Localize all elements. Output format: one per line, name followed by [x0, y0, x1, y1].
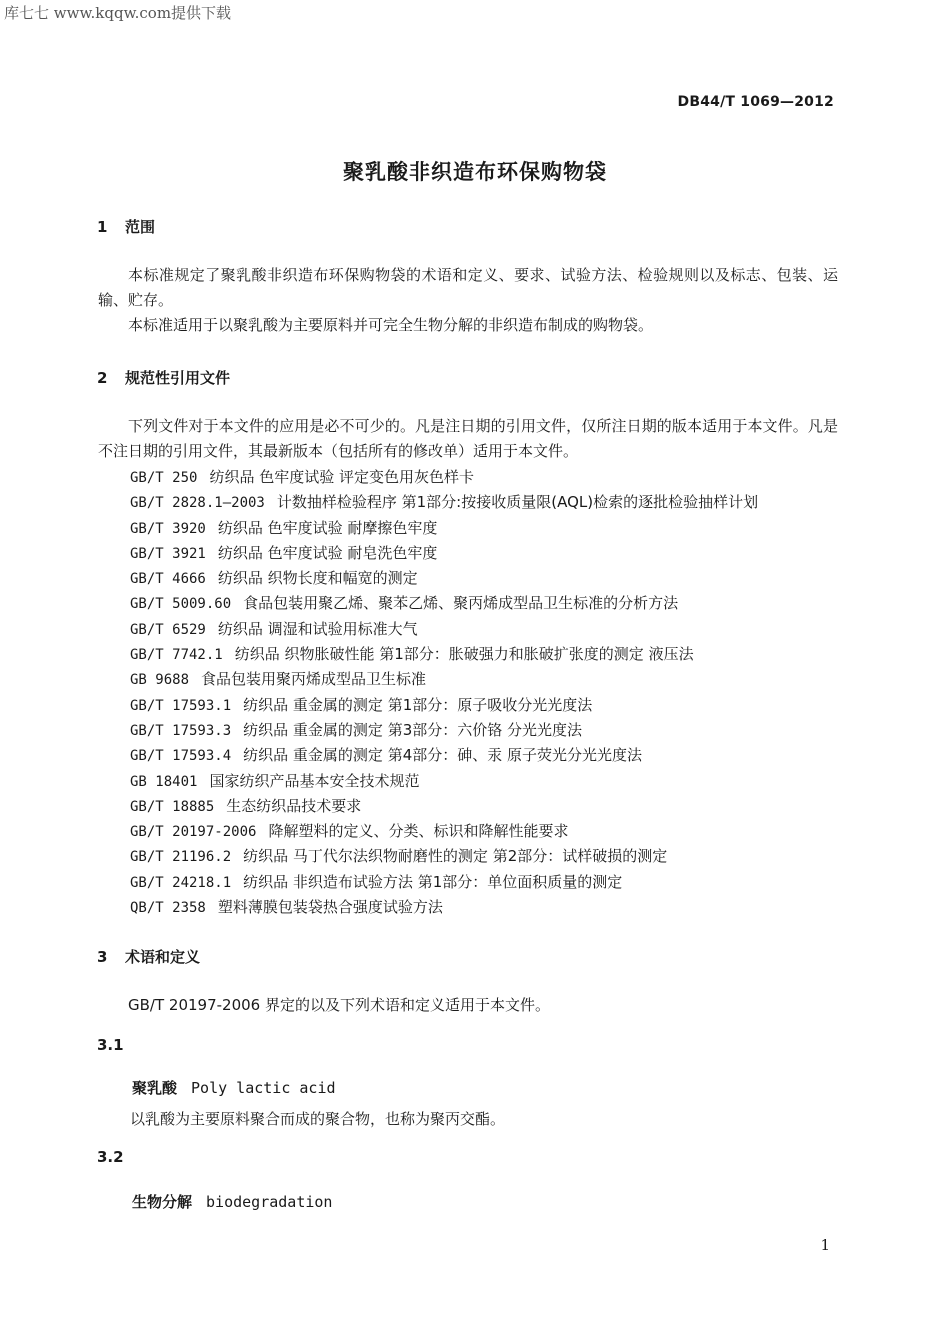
reference-code: GB/T 250 [130, 470, 198, 486]
reference-code: GB/T 7742.1 [130, 647, 223, 664]
reference-code: GB/T 6529 [130, 621, 206, 638]
reference-title: 纺织品 非织造布试验方法 第1部分：单位面积质量的测定 [243, 872, 623, 891]
term-english: Poly lactic acid [191, 1079, 336, 1097]
reference-code: GB/T 17593.1 [130, 697, 232, 714]
reference-code: GB/T 20197-2006 [130, 824, 257, 841]
list-item [130, 844, 758, 869]
reference-code: GB/T 3920 [130, 520, 206, 537]
reference-title: 降解塑料的定义、分类、标识和降解性能要求 [268, 822, 569, 841]
reference-code: GB/T 17593.4 [130, 748, 232, 765]
list-item [130, 819, 758, 844]
list-item [130, 591, 758, 616]
list-item [130, 465, 758, 490]
section-title: 术语和定义 [125, 948, 201, 966]
term-definition: 以乳酸为主要原料聚合而成的聚合物，也称为聚丙交酯。 [130, 1110, 506, 1128]
reference-title: 纺织品 重金属的测定 第3部分：六价铬 分光光度法 [243, 720, 583, 739]
list-item [130, 895, 758, 920]
list-item [130, 490, 758, 515]
section-title: 范围 [125, 218, 156, 236]
paragraph-scope-1: 本标准规定了聚乳酸非织造布环保购物袋的术语和定义、要求、试验方法、检验规则以及标志、包装、运输、贮存。 [98, 266, 838, 309]
section-number: 2 [97, 369, 108, 387]
term-chinese: 生物分解 [132, 1193, 193, 1211]
reference-title: 食品包装用聚丙烯成型品卫生标准 [201, 670, 427, 689]
list-item [130, 642, 758, 667]
reference-title: 国家纺织产品基本安全技术规范 [209, 771, 420, 790]
watermark-text: 库七七 www.kqqw.com提供下载 [4, 4, 232, 22]
page-number: 1 [820, 1236, 830, 1254]
reference-code: GB/T 2828.1—2003 [130, 495, 265, 512]
list-item [130, 743, 758, 768]
list-item [130, 541, 758, 566]
reference-title: 纺织品 马丁代尔法织物耐磨性的测定 第2部分：试样破损的测定 [243, 847, 668, 866]
reference-title: 纺织品 色牢度试验 耐皂洗色牢度 [217, 543, 438, 562]
section-heading-terms-definitions [97, 946, 200, 967]
reference-title: 食品包装用聚乙烯、聚苯乙烯、聚丙烯成型品卫生标准的分析方法 [243, 594, 679, 613]
reference-title: 纺织品 织物胀破性能 第1部分：胀破强力和胀破扩张度的测定 液压法 [234, 645, 694, 664]
reference-code: GB/T 5009.60 [130, 596, 232, 613]
term-chinese: 聚乳酸 [132, 1079, 178, 1097]
reference-code: GB/T 4666 [130, 571, 206, 588]
paragraph-terms-intro: GB/T 20197-2006 界定的以及下列术语和定义适用于本文件。 [128, 996, 550, 1014]
term-english: biodegradation [206, 1193, 333, 1211]
list-item [130, 769, 758, 794]
reference-code: GB/T 21196.2 [130, 849, 232, 866]
reference-code: GB/T 24218.1 [130, 874, 232, 891]
reference-title: 纺织品 调湿和试验用标准大气 [217, 619, 418, 638]
list-item [130, 617, 758, 642]
reference-code: QB/T 2358 [130, 900, 206, 917]
reference-title: 生态纺织品技术要求 [226, 796, 362, 815]
reference-title: 纺织品 重金属的测定 第1部分：原子吸收分光光度法 [243, 695, 593, 714]
reference-code: GB/T 3921 [130, 545, 206, 562]
reference-title: 塑料薄膜包装袋热合强度试验方法 [217, 898, 443, 917]
reference-list [130, 465, 758, 920]
term-number: 3.1 [97, 1036, 124, 1054]
paragraph-scope-2: 本标准适用于以聚乳酸为主要原料并可完全生物分解的非织造布制成的购物袋。 [128, 316, 654, 334]
term-heading [132, 1077, 336, 1098]
term-heading [132, 1191, 332, 1212]
reference-code: GB/T 18885 [130, 798, 215, 815]
section-number: 1 [97, 218, 108, 236]
term-number: 3.2 [97, 1148, 124, 1166]
reference-code: GB/T 17593.3 [130, 722, 232, 739]
reference-title: 纺织品 织物长度和幅宽的测定 [217, 569, 418, 588]
reference-title: 纺织品 重金属的测定 第4部分：砷、汞 原子荧光分光光度法 [243, 746, 643, 765]
section-heading-normative-references [97, 367, 230, 388]
list-item [130, 794, 758, 819]
reference-title: 纺织品 色牢度试验 评定变色用灰色样卡 [209, 468, 474, 486]
section-number: 3 [97, 948, 108, 966]
document-title: 聚乳酸非织造布环保购物袋 [343, 160, 607, 184]
reference-title: 计数抽样检验程序 第1部分:按接收质量限(AQL)检索的逐批检验抽样计划 [276, 493, 759, 512]
list-item [130, 566, 758, 591]
reference-title: 纺织品 色牢度试验 耐摩擦色牢度 [217, 518, 438, 537]
reference-code: GB 18401 [130, 773, 198, 790]
standard-code: DB44/T 1069—2012 [677, 94, 834, 110]
list-item [130, 693, 758, 718]
section-heading-scope [97, 216, 155, 237]
list-item [130, 718, 758, 743]
reference-code: GB 9688 [130, 672, 190, 689]
list-item [130, 516, 758, 541]
section-title: 规范性引用文件 [125, 369, 231, 387]
paragraph-references-intro: 下列文件对于本文件的应用是必不可少的。凡是注日期的引用文件，仅所注日期的版本适用于本文件。凡是不注日期的引用文件，其最新版本（包括所有的修改单）适用于本文件。 [98, 417, 838, 460]
list-item [130, 667, 758, 692]
list-item [130, 870, 758, 895]
